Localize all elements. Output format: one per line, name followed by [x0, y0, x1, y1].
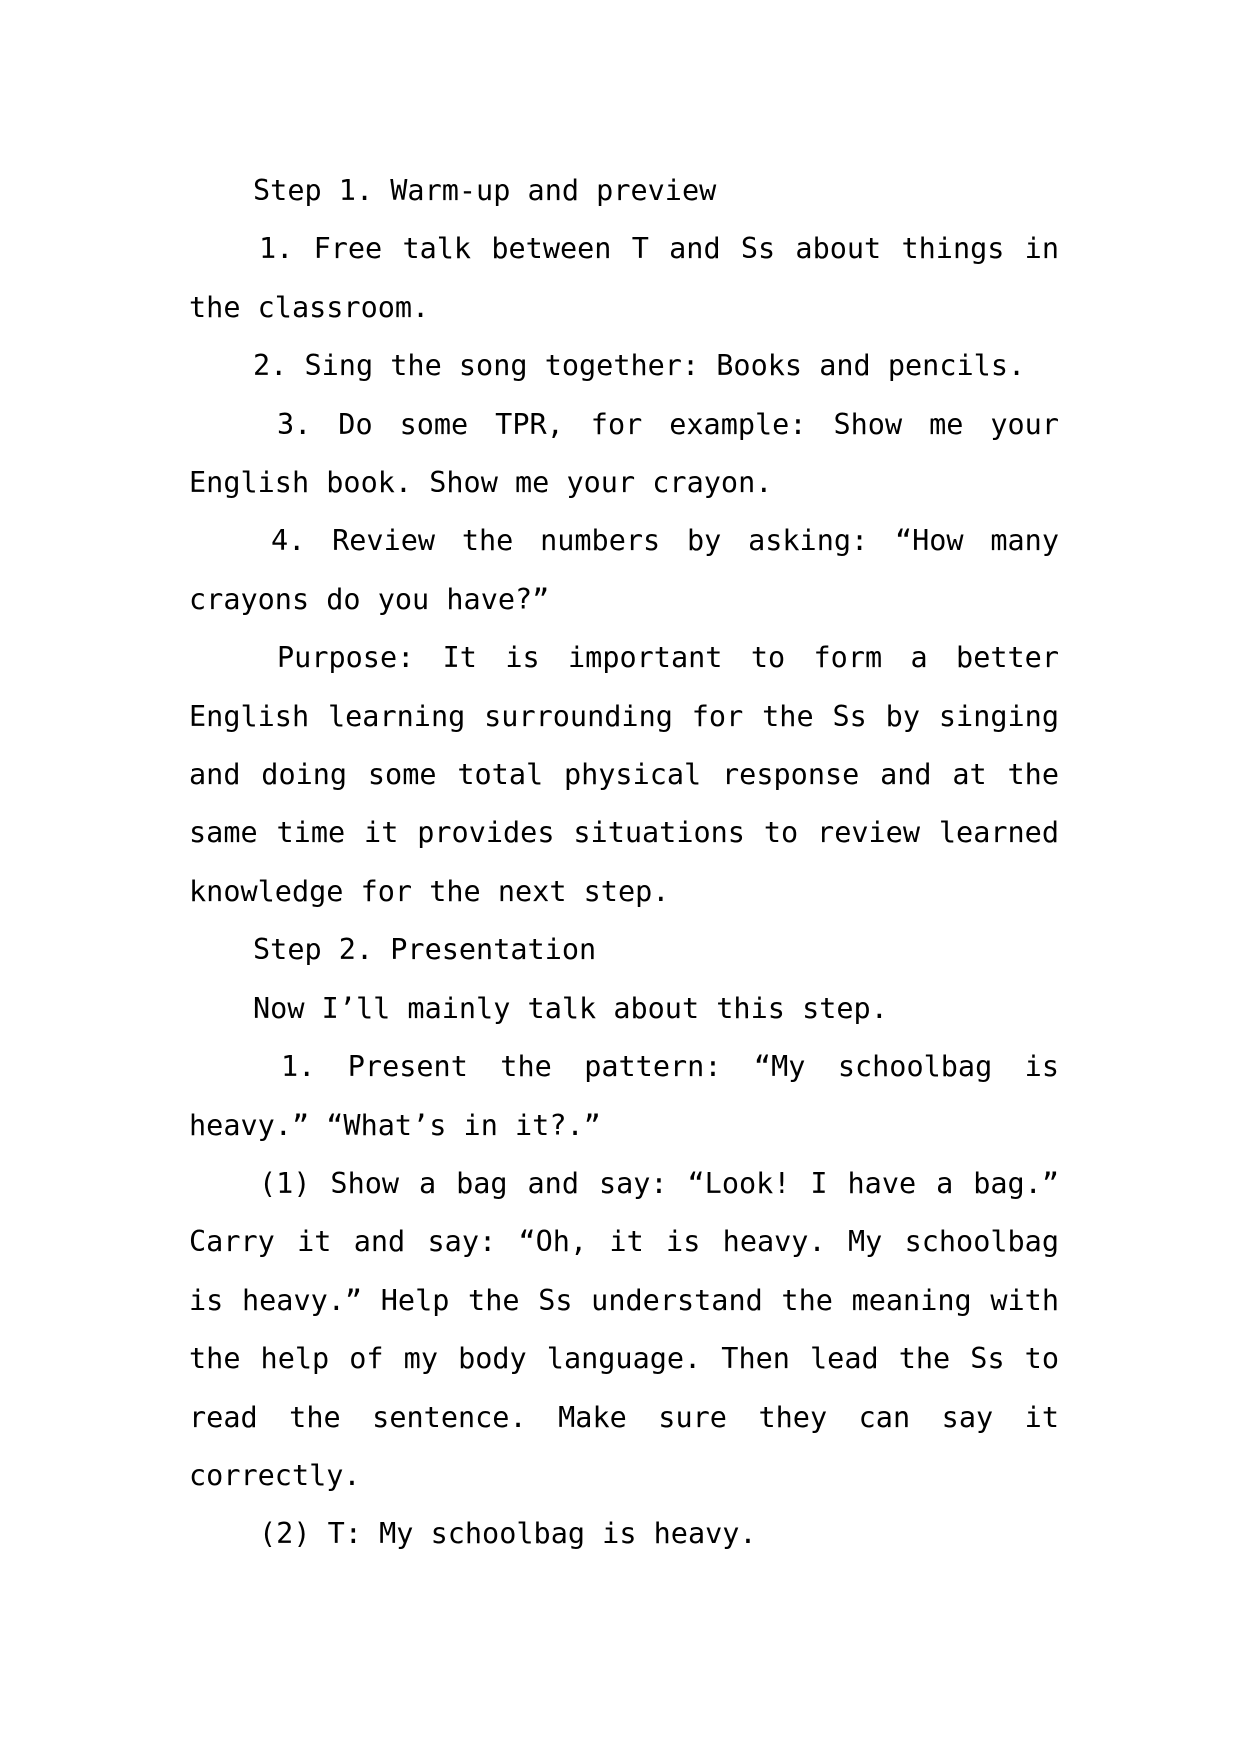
- step-1-item-1: 1. Free talk between T and Ss about things in the classroom.: [189, 232, 1059, 324]
- document-body: [189, 162, 1059, 1564]
- step-2-item-1: 1. Present the pattern: “My schoolbag is heavy.” “What’s in it?.”: [189, 1050, 1059, 1142]
- step-1-heading: Step 1. Warm-up and preview: [253, 174, 717, 207]
- step-2-sub-2: (2) T: My schoolbag is heavy.: [259, 1517, 757, 1551]
- step-1-item-3: 3. Do some TPR, for example: Show me your English book. Show me your crayon.: [189, 407, 1059, 500]
- step-2-heading: Step 2. Presentation: [253, 933, 597, 967]
- purpose-paragraph: Purpose: It is important to form a better English learning surrounding for the Ss by singing and doing some total physical response and at the same time it provides situations to review learned knowledge for the next step.: [189, 641, 1059, 908]
- step-2-sub-1: (1) Show a bag and say: “Look! I have a bag.” Carry it and say: “Oh, it is heavy. My schoolbag is heavy.” Help the Ss understand the meaning with the help of my body language. Then lead the Ss to read the sentence. Make sure they can say it correctly.: [189, 1166, 1059, 1492]
- step-1-item-4: 4. Review the numbers by asking: “How many crayons do you have?”: [189, 524, 1059, 616]
- step-2-intro: Now I’ll mainly talk about this step.: [253, 991, 888, 1025]
- step-1-item-2: 2. Sing the song together: Books and pencils.: [253, 349, 1026, 383]
